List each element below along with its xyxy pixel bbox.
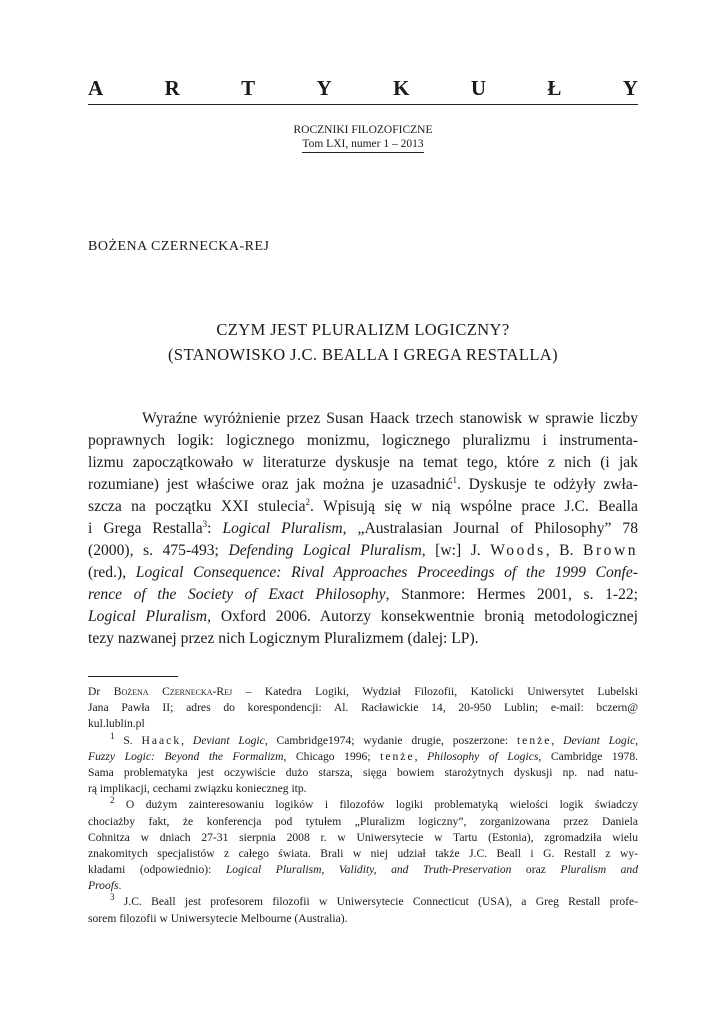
section-letter: Y	[622, 76, 638, 100]
body-line: i Grega Restalla$^3$: Logical Pluralism, „Australasian Journal of Philosophy” 78	[88, 518, 638, 537]
body-line: tezy nazwanej przez nich Logicznym Pluralizmem (dalej: LP).	[88, 630, 479, 647]
header-rule	[88, 104, 638, 105]
section-letter: T	[241, 76, 256, 100]
section-letter: A	[88, 76, 104, 100]
journal-info	[0, 123, 726, 153]
article-title	[88, 317, 638, 367]
author-note: Dr Bożena Czernecka-Rej – Katedra Logiki, Wydział Filozofii, Katolicki Uniwersytet Lubelski	[88, 685, 638, 698]
body-line: (2000), s. 475-493; Defending Logical Pluralism, [w:] J. Woods, B. Brown	[88, 542, 638, 559]
body-line: (red.), Logical Consequence: Rival Approaches Proceedings of the 1999 Confe-	[88, 564, 638, 581]
footnote-2: Proofs.	[88, 879, 122, 893]
body-line: poprawnych logik: logicznego monizmu, logicznego pluralizmu i instrumenta-	[88, 432, 638, 449]
body-line: Logical Pluralism, Oxford 2006. Autorzy konsekwentnie bronią metodologicznej	[88, 608, 639, 625]
footnote-3: $^3$ J.C. Beall jest profesorem filozofii w Uniwersytecie Connecticut (USA), a Greg Restall profe-	[110, 892, 638, 909]
journal-volume: Tom LXI, numer 1 – 2013	[302, 137, 423, 153]
section-letter: Y	[316, 76, 332, 100]
footnote-ref: 2	[305, 496, 311, 507]
footnote-1: Fuzzy Logic: Beyond the Formalizm, Chicago 1996; tenże, Philosophy of Logics, Cambridge 1978.	[88, 749, 639, 763]
section-letter: K	[393, 76, 410, 100]
footnotes	[88, 684, 638, 927]
footnote-ref: 3	[202, 518, 208, 529]
footnote-1: rą implikacji, cechami związku konieczneg itp.	[88, 782, 307, 796]
journal-name: ROCZNIKI FILOZOFICZNE	[293, 124, 433, 136]
article-body	[88, 408, 638, 650]
footnote-2: Cohnitza w dniach 27-31 sierpnia 2008 r. w Uniwersytecie w Tartu (Estonia), zgromadziła wielu	[88, 830, 638, 844]
footnote-1: $^1$ S. Haack, Deviant Logic, Cambridge1974; wydanie drugie, poszerzone: tenże, Deviant Logic,	[110, 730, 638, 747]
author-note: Jana Pawła II; adres do korespondencji: Al. Racławickie 14, 20-950 Lublin; e-mail: bczern@	[88, 701, 638, 715]
section-header	[88, 76, 638, 100]
footnote-2: znakomitych specjalistów z całego świata. Brali w niej udział także J.C. Beall i G. Restall z wy-	[88, 846, 638, 860]
footnote-ref: 1	[452, 474, 458, 485]
body-line: rozumiane) jest właściwe oraz jak można je uzasadnić$^1$. Dyskusje te odżyły zwła-	[88, 474, 638, 493]
footnote-3: sorem filozofii w Uniwersytecie Melbourne (Australia).	[88, 911, 348, 925]
body-line: szcza na początku XXI stulecia$^2$. Wpisują się w nią wspólne prace J.C. Bealla	[88, 496, 638, 515]
author-note: kul.lublin.pl	[88, 717, 145, 731]
body-line: Wyraźne wyróżnienie przez Susan Haack trzech stanowisk w sprawie liczby	[142, 410, 638, 427]
footnote-2: chociażby fakt, że konferencja pod tytułem „Pluralizm logiczny”, zorganizowana przez Daniela	[88, 814, 638, 828]
section-letter: U	[470, 76, 486, 100]
section-letter: R	[164, 76, 180, 100]
body-line: lizmu zapoczątkowało w literaturze dyskusje na temat tego, które z nich (i jak	[88, 454, 638, 471]
title-line-1: CZYM JEST PLURALIZM LOGICZNY?	[216, 320, 510, 339]
footnote-1: Sama problematyka jest oczywiście dużo starsza, sięga bowiem starożytnych dyskusji np. nad natu-	[88, 765, 638, 779]
footnote-2: kładami (odpowiednio): Logical Pluralism, Validity, and Truth-Preservation oraz Pluralism and	[88, 863, 639, 877]
footnote-2: $^2$ O dużym zainteresowaniu logików i filozofów logiki problematyką wielości logik świadczy	[110, 795, 638, 812]
article-author: BOŻENA CZERNECKA-REJ	[88, 239, 270, 254]
footnote-separator	[88, 676, 178, 677]
body-line: rence of the Society of Exact Philosophy, Stanmore: Hermes 2001, s. 1-22;	[88, 586, 639, 603]
section-letter: Ł	[547, 76, 562, 100]
title-line-2: (STANOWISKO J.C. BEALLA I GREGA RESTALLA)	[167, 345, 559, 364]
